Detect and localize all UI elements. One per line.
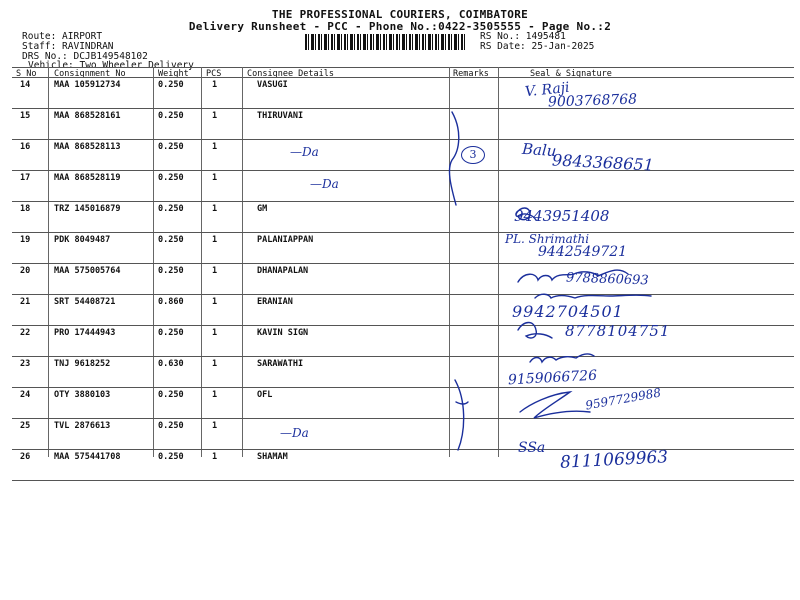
row-consignment-no: TVL 2876613: [54, 421, 111, 431]
drs-label: DRS No.: DCJB149548102: [22, 51, 148, 62]
row-weight: 0.250: [158, 204, 184, 214]
col-header-remarks: Remarks: [453, 69, 489, 79]
row-consignee: DHANAPALAN: [257, 266, 309, 276]
row-consignment-no: TRZ 145016879: [54, 204, 121, 214]
row-sno: 20: [20, 266, 31, 276]
signature-24-phone: 9597729988: [584, 385, 662, 413]
row-sno: 22: [20, 328, 31, 338]
row-pcs: 1: [212, 173, 218, 183]
row-pcs: 1: [212, 452, 218, 462]
row-weight: 0.250: [158, 173, 184, 183]
signature-26-phone: 8111069963: [559, 447, 669, 473]
row-consignee: ERANIAN: [257, 297, 293, 307]
row-consignment-no: TNJ 9618252: [54, 359, 111, 369]
row-sno: 21: [20, 297, 31, 307]
row-sno: 17: [20, 173, 31, 183]
runsheet-subtitle: Delivery Runsheet - PCC - Phone No.:0422-3505555 - Page No.:2: [188, 20, 612, 33]
row-weight: 0.250: [158, 111, 184, 121]
handwritten-mark-16: —Da: [290, 145, 319, 159]
row-pcs: 1: [212, 421, 218, 431]
handwritten-mark-25: —Da: [280, 426, 309, 440]
row-sno: 23: [20, 359, 31, 369]
row-weight: 0.250: [158, 235, 184, 245]
row-pcs: 1: [212, 359, 218, 369]
row-consignee: THIRUVANI: [257, 111, 304, 121]
signature-16-name: Balu: [521, 139, 558, 161]
row-pcs: 1: [212, 142, 218, 152]
col-header-consignment: Consignment No: [54, 69, 126, 79]
row-weight: 0.250: [158, 142, 184, 152]
row-weight: 0.250: [158, 328, 184, 338]
row-consignee: PALANIAPPAN: [257, 235, 314, 245]
row-weight: 0.630: [158, 359, 184, 369]
rs-date: RS Date: 25-Jan-2025: [480, 41, 595, 52]
row-consignment-no: PDK 8049487: [54, 235, 111, 245]
col-header-signature: Seal & Signature: [530, 69, 612, 79]
row-consignment-no: MAA 575441708: [54, 452, 121, 462]
row-consignee: OFL: [257, 390, 273, 400]
row-weight: 0.250: [158, 390, 184, 400]
row-consignment-no: MAA 868528161: [54, 111, 121, 121]
row-consignment-no: MAA 868528113: [54, 142, 121, 152]
row-sno: 18: [20, 204, 31, 214]
row-pcs: 1: [212, 80, 218, 90]
signature-26-name: SSa: [518, 440, 546, 456]
row-pcs: 1: [212, 266, 218, 276]
rs-number: RS No.: 1495481: [480, 31, 566, 42]
row-consignee: SARAWATHI: [257, 359, 304, 369]
row-consignee: GM: [257, 204, 268, 214]
row-consignee: KAVIN SIGN: [257, 328, 309, 338]
signature-14-phone: 9003768768: [547, 91, 638, 111]
row-consignee: SHAMAM: [257, 452, 288, 462]
row-weight: 0.250: [158, 80, 184, 90]
company-title: THE PROFESSIONAL COURIERS, COIMBATORE: [271, 8, 529, 21]
signature-23-phone: 9159066726: [507, 367, 598, 389]
signature-19-phone: 9442549721: [538, 244, 628, 260]
route-label: Route: AIRPORT: [22, 31, 103, 42]
row-consignee: VASUGI: [257, 80, 288, 90]
remark-circled-number: 3: [461, 146, 485, 164]
signature-22-phone: 8778104751: [565, 322, 671, 340]
row-pcs: 1: [212, 235, 218, 245]
row-weight: 0.860: [158, 297, 184, 307]
col-header-pcs: PCS: [206, 69, 222, 79]
signature-19-name: PL. Shrimathi: [505, 232, 590, 246]
row-pcs: 1: [212, 328, 218, 338]
signature-14-name: V. Raji: [524, 79, 571, 101]
row-sno: 19: [20, 235, 31, 245]
row-pcs: 1: [212, 204, 218, 214]
row-consignment-no: MAA 105912734: [54, 80, 121, 90]
row-weight: 0.250: [158, 266, 184, 276]
row-pcs: 1: [212, 390, 218, 400]
row-sno: 26: [20, 452, 31, 462]
row-weight: 0.250: [158, 421, 184, 431]
row-sno: 15: [20, 111, 31, 121]
row-sno: 16: [20, 142, 31, 152]
row-pcs: 1: [212, 111, 218, 121]
col-header-consignee: Consignee Details: [247, 69, 334, 79]
signature-21-phone: 9942704501: [512, 302, 624, 321]
col-header-sno: S No: [16, 69, 37, 79]
vehicle-label: Vehicle: Two Wheeler Delivery: [28, 60, 194, 71]
row-consignment-no: MAA 868528119: [54, 173, 121, 183]
row-consignment-no: MAA 575005764: [54, 266, 121, 276]
row-consignment-no: SRT 54408721: [54, 297, 116, 307]
row-consignment-no: PRO 17444943: [54, 328, 116, 338]
row-sno: 14: [20, 80, 31, 90]
handwritten-mark-17: —Da: [310, 177, 339, 191]
row-sno: 24: [20, 390, 31, 400]
row-weight: 0.250: [158, 452, 184, 462]
signature-18-phone: 9443951408: [514, 207, 610, 225]
row-consignment-no: OTY 3880103: [54, 390, 111, 400]
col-header-weight: Weight: [158, 69, 189, 79]
row-pcs: 1: [212, 297, 218, 307]
signature-16-phone: 9843368651: [551, 150, 655, 175]
row-sno: 25: [20, 421, 31, 431]
staff-label: Staff: RAVINDRAN: [22, 41, 114, 52]
signature-20-phone: 9788860693: [565, 270, 649, 289]
